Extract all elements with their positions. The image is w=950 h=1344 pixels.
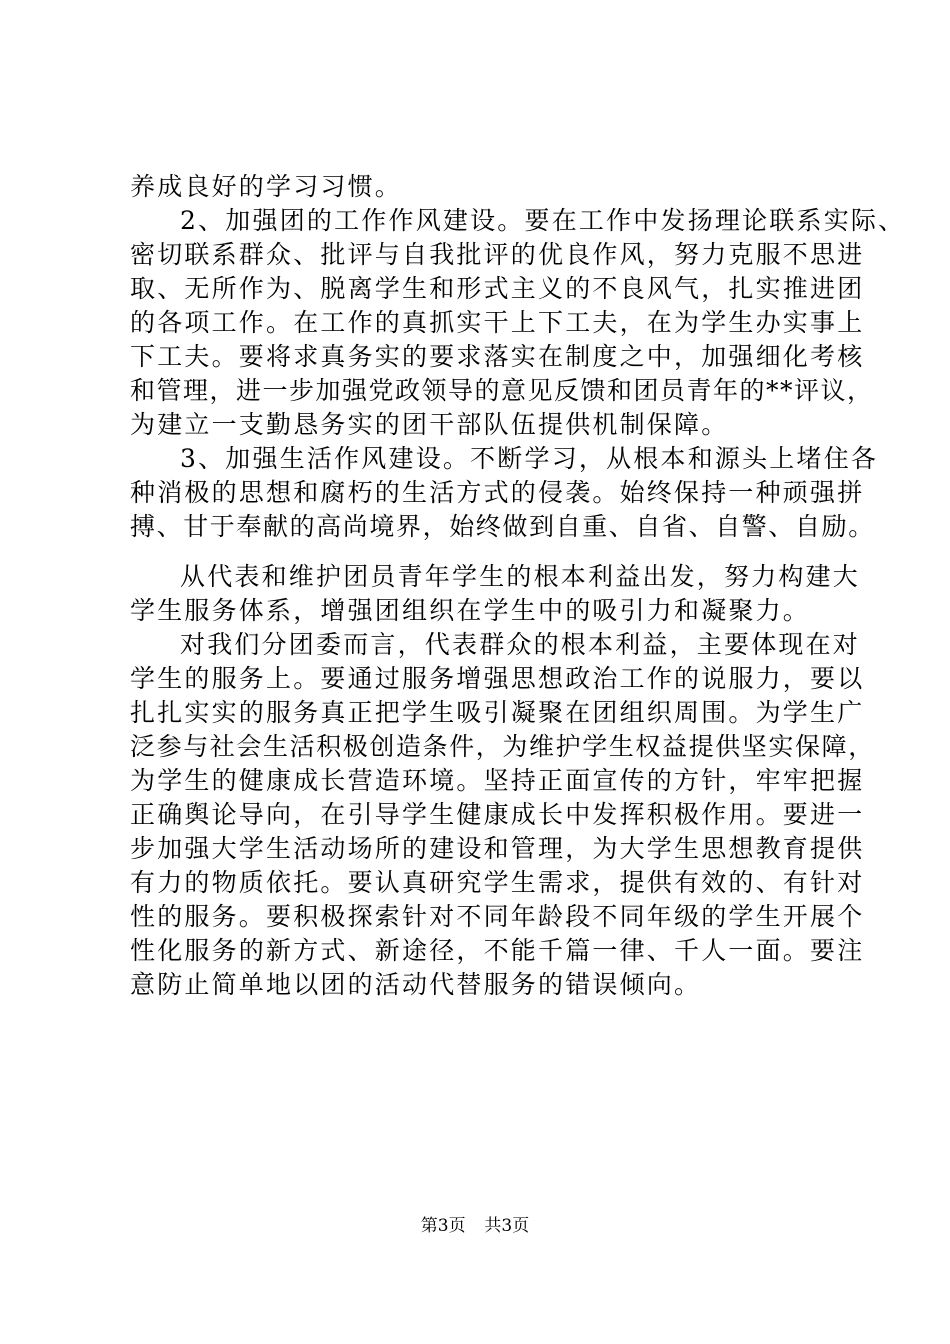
text-line: 为学生的健康成长营造环境。坚持正面宣传的方针，牢牢把握 (130, 766, 865, 795)
text-line: 养成良好的学习习惯。 (130, 172, 403, 201)
text-line: 搏、甘于奉献的高尚境界，始终做到自重、自省、自警、自励。 (130, 512, 875, 541)
page-number: 第3页 (420, 1216, 466, 1236)
text-line: 步加强大学生活动场所的建设和管理，为大学生思想教育提供 (130, 834, 865, 863)
text-line: 取、无所作为、脱离学生和形式主义的不良风气，扎实推进团 (130, 274, 865, 303)
text-line: 种消极的思想和腐朽的生活方式的侵袭。始终保持一种顽强拼 (130, 478, 865, 507)
text-line: 意防止简单地以团的活动代替服务的错误倾向。 (130, 970, 702, 999)
text-line: 有力的物质依托。要认真研究学生需求，提供有效的、有针对 (130, 868, 865, 897)
text-line: 和管理，进一步加强党政领导的意见反馈和团员青年的**评议， (130, 376, 874, 405)
text-line: 性的服务。要积极探索针对不同年龄段不同年级的学生开展个 (130, 902, 865, 931)
text-line: 3、加强生活作风建设。不断学习，从根本和源头上堵住各 (180, 444, 879, 473)
page-total: 共3页 (484, 1216, 530, 1236)
text-line: 对我们分团委而言，代表群众的根本利益，主要体现在对 (180, 630, 861, 659)
text-line: 的各项工作。在工作的真抓实干上下工夫，在为学生办实事上 (130, 308, 865, 337)
text-line: 学生的服务上。要通过服务增强思想政治工作的说服力，要以 (130, 664, 865, 693)
text-line: 下工夫。要将求真务实的要求落实在制度之中，加强细化考核 (130, 342, 865, 371)
text-line: 学生服务体系，增强团组织在学生中的吸引力和凝聚力。 (130, 596, 811, 625)
text-line: 密切联系群众、批评与自我批评的优良作风，努力克服不思进 (130, 240, 865, 269)
text-line: 从代表和维护团员青年学生的根本利益出发，努力构建大 (180, 562, 861, 591)
text-line: 正确舆论导向，在引导学生健康成长中发挥积极作用。要进一 (130, 800, 865, 829)
text-line: 性化服务的新方式、新途径，不能千篇一律、千人一面。要注 (130, 936, 865, 965)
text-line: 泛参与社会生活积极创造条件，为维护学生权益提供坚实保障， (130, 732, 875, 761)
page-footer (0, 1215, 950, 1237)
text-line: 扎扎实实的服务真正把学生吸引凝聚在团组织周围。为学生广 (130, 698, 865, 727)
text-line: 2、加强团的工作作风建设。要在工作中发扬理论联系实际、 (180, 206, 906, 235)
text-line: 为建立一支勤恳务实的团干部队伍提供机制保障。 (130, 410, 729, 439)
